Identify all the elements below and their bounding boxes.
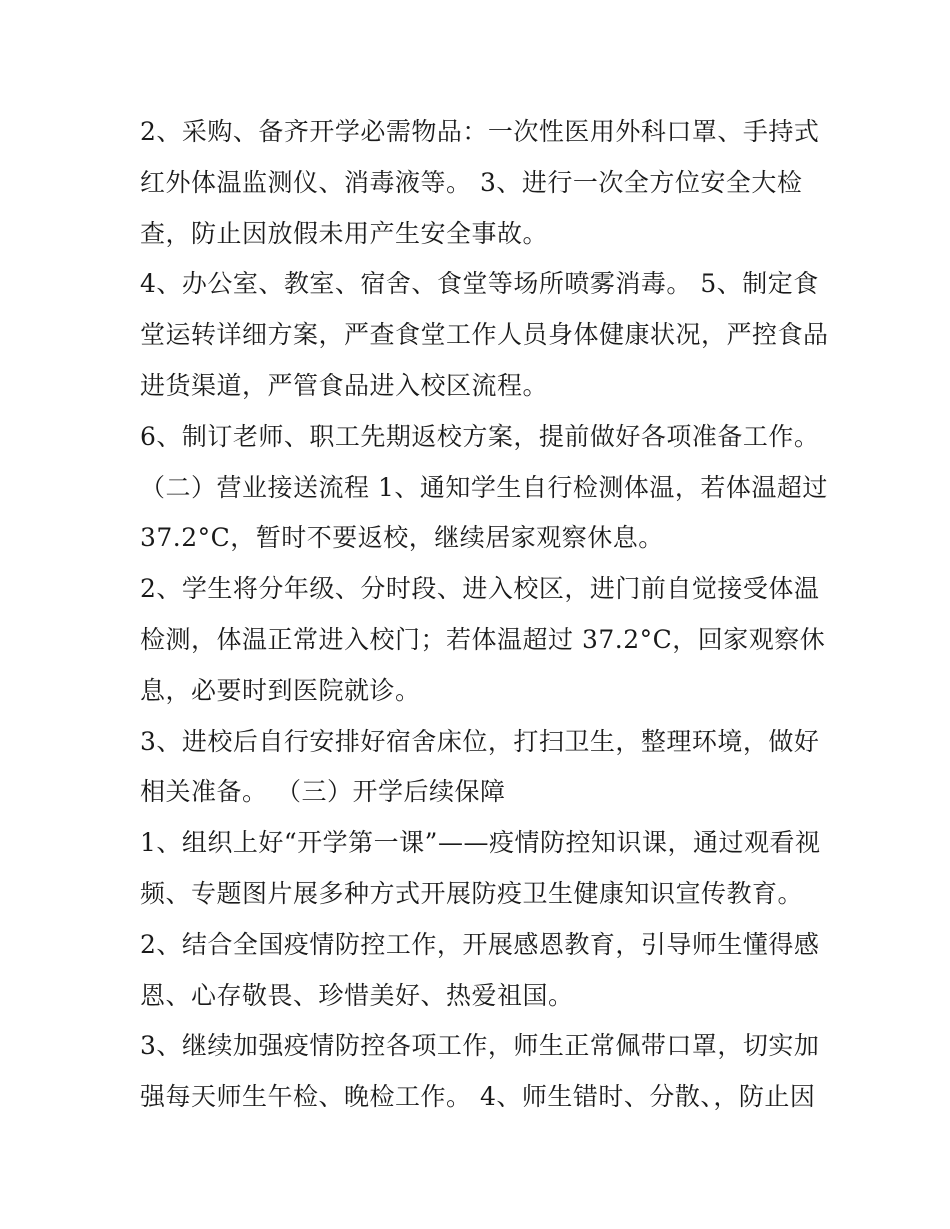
text-line: 进货渠道，严管食品进入校区流程。: [140, 370, 549, 400]
text-line: 检测，体温正常进入校门；若体温超过 37.2°C，回家观察休: [140, 624, 826, 654]
text-line: 1、组织上好“开学第一课”——疫情防控知识课，通过观看视: [140, 828, 821, 858]
text-line: 强每天师生午检、晚检工作。 4、师生错时、分散、，防止因: [140, 1082, 816, 1112]
document-body: [140, 107, 829, 1123]
text-line: 2、采购、备齐开学必需物品：一次性医用外科口罩、手持式: [140, 117, 820, 146]
text-line: 3、继续加强疫情防控各项工作，师生正常佩带口罩，切实加: [140, 1031, 820, 1061]
text-line: 恩、心存敬畏、珍惜美好、热爱祖国。: [140, 980, 574, 1010]
text-line: 37.2°C，暂时不要返校，继续居家观察休息。: [140, 523, 664, 553]
text-line: 2、学生将分年级、分时段、进入校区，进门前自觉接受体温: [140, 574, 820, 604]
text-line: 3、进校后自行安排好宿舍床位，打扫卫生，整理环境，做好: [140, 726, 820, 756]
text-line: 6、制订老师、职工先期返校方案，提前做好各项准备工作。: [140, 421, 820, 451]
text-line: 频、专题图片展多种方式开展防疫卫生健康知识宣传教育。: [140, 878, 804, 908]
text-line: 息，必要时到医院就诊。: [140, 675, 421, 705]
text-line: 红外体温监测仪、消毒液等。 3、进行一次全方位安全大检: [140, 167, 803, 197]
text-line: 相关准备。 （三）开学后续保障: [140, 777, 506, 807]
text-line: 4、办公室、教室、宿舍、食堂等场所喷雾消毒。 5、制定食: [140, 269, 819, 299]
text-line: 查，防止因放假未用产生安全事故。: [140, 218, 549, 248]
text-line: （二）营业接送流程 1、通知学生自行检测体温，若体温超过: [140, 472, 828, 502]
text-line: 堂运转详细方案，严查食堂工作人员身体健康状况，严控食品: [140, 320, 829, 350]
text-line: 2、结合全国疫情防控工作，开展感恩教育，引导师生懂得感: [140, 929, 820, 959]
